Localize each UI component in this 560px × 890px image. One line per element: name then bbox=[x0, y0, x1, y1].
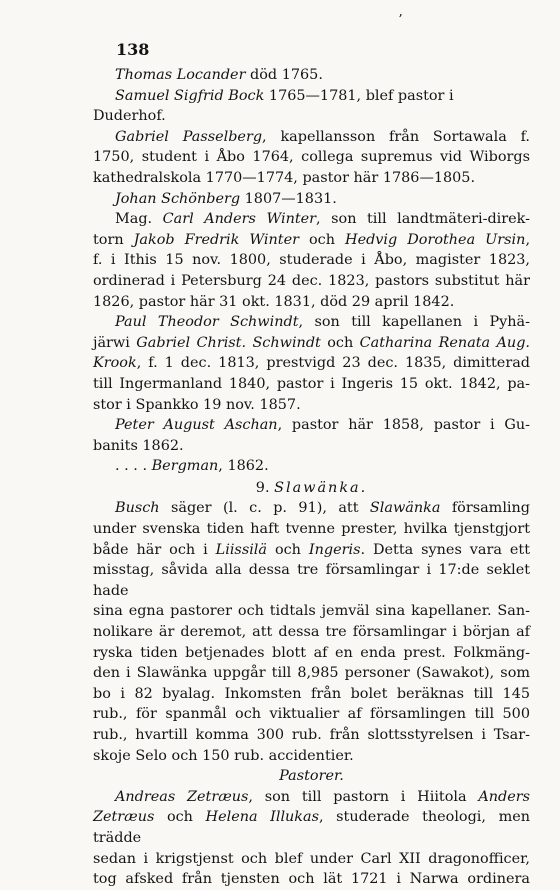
person-name: Gabriel Passelberg bbox=[115, 128, 263, 145]
text-line: till Ingermanland 1840, pastor i Ingeris 15 okt. 1842, pa- bbox=[93, 375, 530, 392]
text-line: både här och i Liissilä och Ingeris. Detta synes vara ett bbox=[93, 541, 531, 558]
person-name: Busch bbox=[115, 500, 160, 517]
person-name: Krook bbox=[93, 355, 137, 372]
text-line: . . . . Bergman, 1862. bbox=[115, 458, 269, 475]
text-line: kathedralskola 1770—1774, pastor här 1786—1805. bbox=[93, 169, 476, 186]
text-line: Samuel Sigfrid Bock 1765—1781, blef pastor i Duderhof. bbox=[93, 87, 454, 125]
text-line: Thomas Locander död 1765. bbox=[115, 67, 323, 83]
person-name: Bergman bbox=[151, 458, 219, 475]
person-name: Johan Schönberg bbox=[115, 190, 241, 207]
parish-name: Slawänka. bbox=[274, 479, 368, 496]
person-name: Hedvig Dorothea Ursin bbox=[345, 231, 526, 248]
text-line: sina egna pastorer och tidtals jemväl sina kapellaner. San- bbox=[93, 603, 530, 620]
person-name: Peter August Aschan bbox=[115, 417, 278, 434]
person-name: Carl Anders Winter bbox=[162, 211, 317, 228]
person-name: Andreas Zetræus bbox=[115, 788, 249, 805]
text-line: f. i Ithis 15 nov. 1800, studerade i Åbo, magister 1823, bbox=[93, 252, 530, 269]
person-name: Jakob Fredrik Winter bbox=[133, 231, 299, 248]
section-heading: 9. Slawänka. bbox=[255, 479, 368, 496]
text-line: under svenska tiden haft tvenne prester, hvilka tjenstgjort bbox=[93, 521, 530, 538]
text-line: Zetræus och Helena Illukas, studerade theologi, men trädde bbox=[93, 809, 531, 846]
text-line: Paul Theodor Schwindt, son till kapellanen i Pyhä- bbox=[115, 314, 530, 331]
text-line: torn Jakob Fredrik Winter och Hedvig Dorothea Ursin, bbox=[93, 231, 531, 248]
text-line: ordinerad i Petersburg 24 dec. 1823, pastors substitut här bbox=[93, 272, 530, 289]
person-name: Samuel Sigfrid Bock bbox=[115, 87, 265, 104]
person-name: Gabriel Christ. Schwindt bbox=[136, 334, 321, 351]
text-line: misstag, såvida alla dessa tre församlingar i 17:de seklet hade bbox=[93, 562, 530, 599]
place-name: Slawänka bbox=[369, 500, 441, 517]
text-line: den i Slawänka uppgår till 8,985 personer (Sawakot), som bbox=[93, 665, 530, 682]
person-name: Paul Theodor Schwindt bbox=[115, 314, 299, 331]
stray-mark: ʼ bbox=[398, 13, 403, 28]
text-line: bo i 82 byalag. Inkomsten från bolet beräknas till 145 bbox=[93, 685, 530, 702]
text-line: ryska tiden betjenades blott af en enda prest. Folkmäng- bbox=[93, 644, 530, 661]
text-line: sedan i krigstjenst och blef under Carl XII dragonofficer, bbox=[93, 850, 530, 867]
person-name: Helena Illukas bbox=[205, 809, 319, 826]
body-text bbox=[93, 65, 530, 890]
person-name: Anders bbox=[478, 788, 531, 805]
text-line: Mag. Carl Anders Winter, son till landtmäteri-direk- bbox=[115, 211, 530, 228]
text-line: Andreas Zetræus, son till pastorn i Hiitola Anders bbox=[115, 788, 531, 805]
text-line: järwi Gabriel Christ. Schwindt och Catharina Renata Aug. bbox=[93, 334, 530, 351]
text-line: stor i Spankko 19 nov. 1857. bbox=[93, 396, 301, 413]
subheading: Pastorer. bbox=[279, 768, 344, 785]
text-line: Krook, f. 1 dec. 1813, prestvigd 23 dec. 1835, dimitterad bbox=[93, 355, 530, 372]
page-number: 138 bbox=[116, 40, 150, 59]
text-line: skoje Selo och 150 rub. accidentier. bbox=[93, 747, 354, 764]
text-line: tog afsked från tjensten och lät 1721 i Narwa ordinera bbox=[93, 871, 530, 888]
text-line: Peter August Aschan, pastor här 1858, pastor i Gu- bbox=[115, 417, 530, 434]
text-line: 1826, pastor här 31 okt. 1831, död 29 april 1842. bbox=[93, 293, 455, 310]
place-name: Liissilä bbox=[215, 541, 267, 558]
text-line: rub., för spanmål och viktualier af församlingen till 500 bbox=[93, 706, 530, 723]
text-line: rub., hvartill komma 300 rub. från slottsstyrelsen i Tsar- bbox=[93, 727, 530, 743]
text-line: Busch säger (l. c. p. 91), att Slawänka församling bbox=[115, 500, 531, 517]
text-line: 1750, student i Åbo 1764, collega supremus vid Wiborgs bbox=[93, 149, 530, 166]
place-name: Ingeris bbox=[308, 541, 361, 558]
person-name: Thomas Locander bbox=[115, 67, 246, 83]
person-name: Catharina Renata Aug. bbox=[359, 334, 530, 351]
text-line: Gabriel Passelberg, kapellansson från Sortawala f. bbox=[115, 128, 530, 145]
person-name: Zetræus bbox=[93, 809, 155, 826]
text-line: nolikare är deremot, att dessa tre församlingar i början af bbox=[93, 624, 530, 641]
text-line: Johan Schönberg 1807—1831. bbox=[115, 190, 337, 207]
text-line: banits 1862. bbox=[93, 437, 184, 454]
